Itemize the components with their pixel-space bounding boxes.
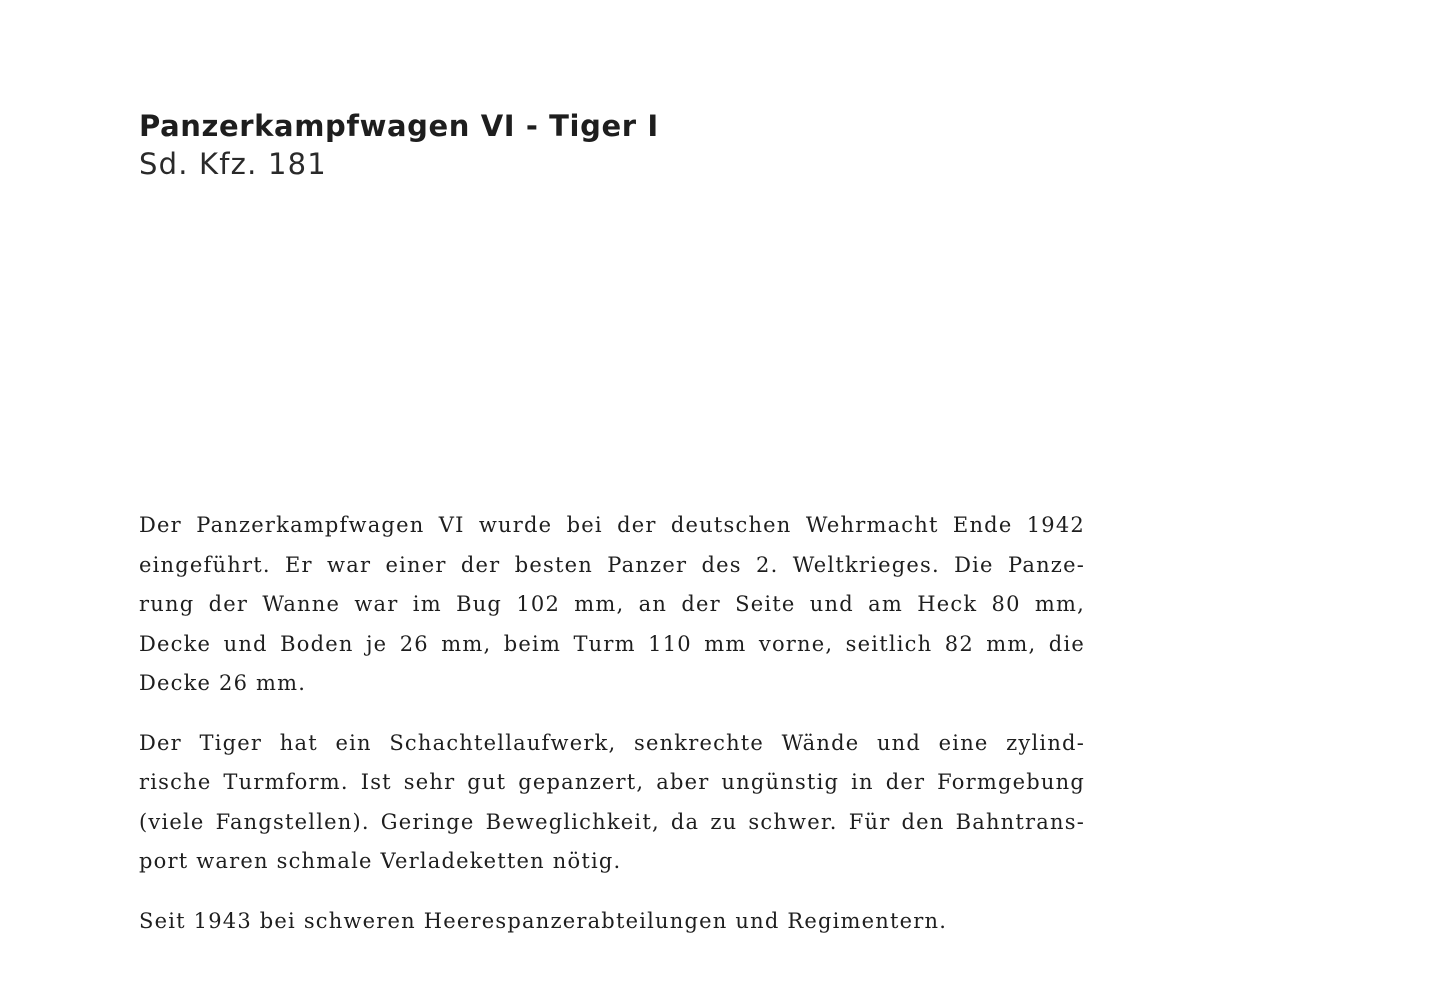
- text-line: rische Turmform. Ist sehr gut gepanzert, aber ungünstig in der Formgebung: [139, 770, 1085, 794]
- text-line: Der Panzerkampfwagen VI wurde bei der deutschen Wehrmacht Ende 1942: [139, 513, 1085, 537]
- text-line: (viele Fangstellen). Geringe Beweglichkeit, da zu schwer. Für den Bahntrans-: [139, 809, 1085, 834]
- text-line: Decke und Boden je 26 mm, beim Turm 110 mm vorne, seitlich 82 mm, die: [139, 631, 1085, 656]
- text-line: eingeführt. Er war einer der besten Panzer des 2. Weltkrieges. Die Panze-: [139, 552, 1085, 577]
- paragraph-service: [139, 902, 1085, 942]
- text-line: rung der Wanne war im Bug 102 mm, an der Seite und am Heck 80 mm,: [139, 592, 1085, 616]
- text-line: Decke 26 mm.: [139, 671, 307, 695]
- text-line: port waren schmale Verladeketten nötig.: [139, 849, 622, 873]
- text-line: Der Tiger hat ein Schachtellaufwerk, senkrechte Wände und eine zylind-: [139, 730, 1085, 755]
- document-title: Panzerkampfwagen VI - Tiger I: [139, 109, 659, 143]
- document-subtitle: Sd. Kfz. 181: [139, 147, 327, 181]
- document-heading: [139, 108, 659, 184]
- paragraph-introduction: [139, 506, 1085, 704]
- text-line: Seit 1943 bei schweren Heerespanzerabteilungen und Regimentern.: [139, 908, 948, 933]
- paragraph-design: [139, 724, 1085, 882]
- document-body: [139, 506, 1085, 941]
